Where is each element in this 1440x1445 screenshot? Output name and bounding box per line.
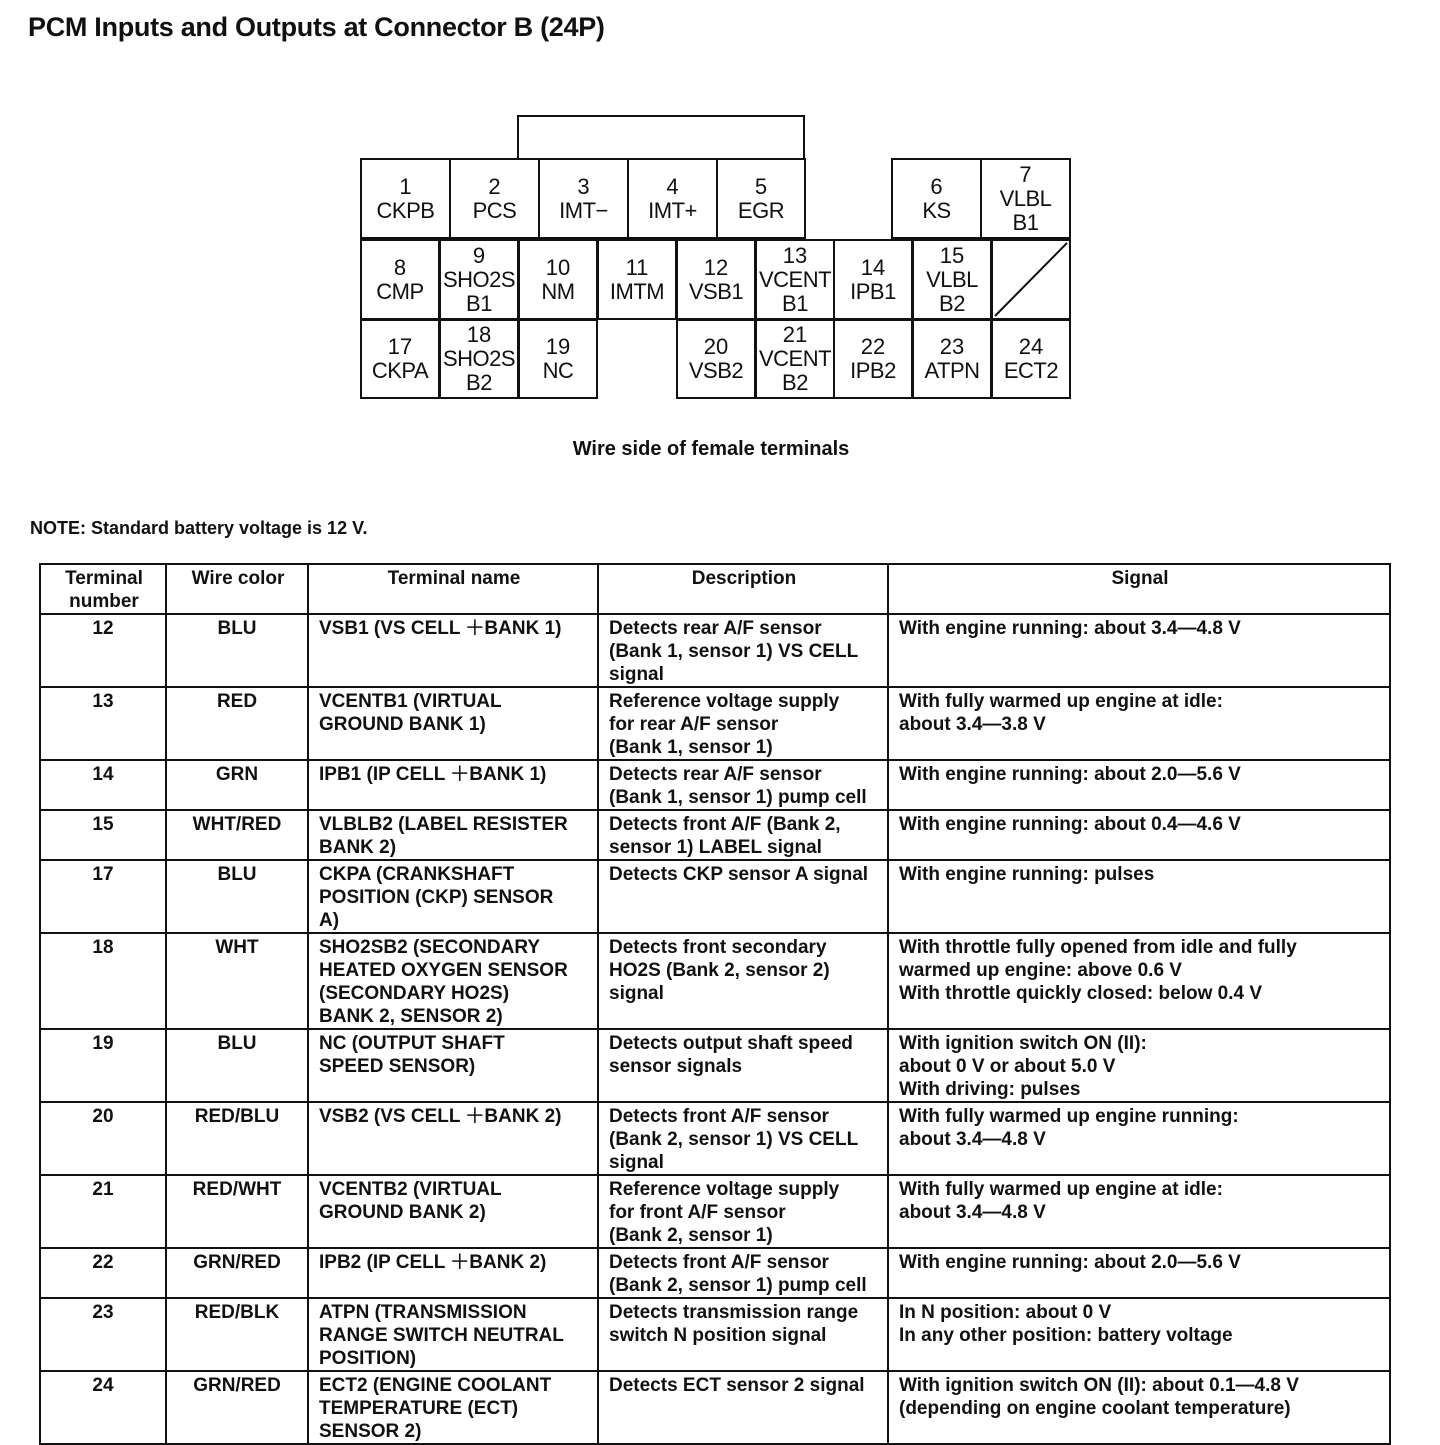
wire-color-cell: RED/WHT: [166, 1175, 308, 1248]
description-cell-line: (Bank 1, sensor 1) pump cell: [609, 787, 867, 808]
terminal-name-cell-line: VSB2 (VS CELL ＋BANK 2): [319, 1106, 562, 1127]
terminal-number: 24: [1018, 334, 1044, 359]
terminal-label: VCENT: [758, 266, 832, 292]
signal-cell-line: With engine running: about 2.0—5.6 V: [899, 1252, 1241, 1273]
terminal-number: 4: [666, 173, 679, 199]
terminal-cell-21: [755, 319, 835, 399]
terminal-name-cell-line: IPB2 (IP CELL ＋BANK 2): [319, 1252, 547, 1273]
signal-cell-line: With engine running: about 0.4—4.6 V: [899, 814, 1241, 835]
terminal-label: CKPB: [376, 197, 435, 223]
wire-color-cell: RED: [166, 687, 308, 760]
terminal-cell-1: [360, 158, 451, 239]
terminal-name-cell-line: ECT2 (ENGINE COOLANT: [319, 1375, 552, 1396]
table-row: [40, 1248, 1390, 1298]
terminal-label: ECT2: [1003, 358, 1059, 383]
terminal-number: 5: [754, 173, 768, 199]
terminal-cell-6: [891, 158, 982, 239]
signal-cell-line: about 0 V or about 5.0 V: [899, 1056, 1116, 1077]
description-cell-line: Detects ECT sensor 2 signal: [609, 1375, 865, 1396]
terminal-number: 15: [939, 242, 965, 268]
page-title: PCM Inputs and Outputs at Connector B (24P): [28, 12, 605, 42]
wire-color-cell: BLU: [166, 614, 308, 687]
terminal-label: B1: [1012, 209, 1039, 235]
terminal-name-cell-line: SHO2SB2 (SECONDARY: [319, 937, 541, 958]
description-cell-line: Reference voltage supply: [609, 1179, 840, 1200]
description-cell-line: Detects transmission range: [609, 1302, 859, 1323]
terminal-name-cell-line: NC (OUTPUT SHAFT: [319, 1033, 505, 1054]
description-cell-line: Detects rear A/F sensor: [609, 618, 822, 639]
terminal-label: B2: [466, 370, 492, 395]
terminal-cell-8: [360, 239, 440, 320]
signal-cell-line: With engine running: about 3.4—4.8 V: [899, 618, 1241, 639]
terminal-cell-4: [627, 158, 718, 239]
terminal-number-cell: 20: [40, 1102, 166, 1175]
description-cell-line: (Bank 2, sensor 1) pump cell: [609, 1275, 867, 1296]
terminal-label: B2: [939, 290, 965, 316]
signal-cell: [888, 1371, 1390, 1444]
terminal-name-cell: [308, 1248, 598, 1298]
terminal-label: SHO2S: [442, 266, 516, 292]
terminal-label: IMT+: [648, 197, 697, 223]
terminal-number: 7: [1019, 161, 1032, 187]
description-cell-line: (Bank 1, sensor 1) VS CELL: [609, 641, 859, 662]
header-text: Terminal: [65, 568, 143, 589]
terminal-name-cell: [308, 1175, 598, 1248]
terminal-label: IPB1: [850, 278, 896, 304]
description-cell-line: (Bank 2, sensor 1) VS CELL: [609, 1129, 859, 1150]
terminal-number: 1: [399, 173, 412, 199]
table-row: [40, 1175, 1390, 1248]
terminal-name-cell-line: SENSOR 2): [319, 1421, 422, 1442]
terminal-number: 21: [782, 322, 808, 347]
terminal-label: VLBL: [999, 185, 1052, 211]
header-terminal-number: [40, 564, 166, 614]
description-cell-line: for front A/F sensor: [609, 1202, 786, 1223]
description-cell-line: sensor 1) LABEL signal: [609, 837, 822, 858]
terminal-number: 3: [577, 173, 590, 199]
description-cell: [598, 1248, 888, 1298]
terminal-cell-20: [676, 319, 756, 399]
description-cell: [598, 810, 888, 860]
signal-cell-line: In any other position: battery voltage: [899, 1325, 1233, 1346]
description-cell-line: Detects front A/F sensor: [609, 1106, 829, 1127]
terminal-name-cell-line: POSITION (CKP) SENSOR: [319, 887, 554, 908]
terminal-name-cell: [308, 760, 598, 810]
terminal-name-cell-line: BANK 2, SENSOR 2): [319, 1006, 503, 1027]
terminal-number-cell: 13: [40, 687, 166, 760]
unused-cavity: [991, 239, 1071, 320]
terminal-name-cell: [308, 933, 598, 1029]
signal-cell: [888, 760, 1390, 810]
signal-cell-line: With throttle quickly closed: below 0.4 V: [899, 983, 1262, 1004]
signal-cell-line: With ignition switch ON (II): about 0.1—4.8 V: [899, 1375, 1299, 1396]
terminal-cell-18: [439, 319, 519, 399]
signal-cell: [888, 860, 1390, 933]
terminal-cell-24: [991, 319, 1071, 399]
signal-cell: [888, 1298, 1390, 1371]
table-row: [40, 860, 1390, 933]
terminal-number: 22: [860, 334, 886, 359]
table-header-row: [40, 564, 1390, 614]
terminal-label: NC: [542, 358, 574, 383]
header-signal: [888, 564, 1390, 614]
terminal-number: 20: [703, 334, 729, 359]
terminal-label: IPB2: [850, 358, 896, 383]
table-row: [40, 933, 1390, 1029]
terminal-name-cell: [308, 1102, 598, 1175]
terminal-name-cell: [308, 1371, 598, 1444]
terminal-label: B1: [466, 290, 492, 316]
wire-color-cell: WHT/RED: [166, 810, 308, 860]
terminal-number-cell: 17: [40, 860, 166, 933]
table-row: [40, 810, 1390, 860]
wire-color-cell: BLU: [166, 1029, 308, 1102]
description-cell: [598, 1175, 888, 1248]
terminal-cell-7: [980, 158, 1071, 239]
terminal-name-cell-line: BANK 2): [319, 837, 397, 858]
terminal-label: CMP: [376, 278, 424, 304]
header-text: Description: [691, 568, 797, 589]
wire-color-cell: GRN/RED: [166, 1371, 308, 1444]
terminal-label: ATPN: [924, 358, 980, 383]
terminal-number: 12: [703, 254, 729, 280]
header-text: Signal: [1111, 568, 1169, 589]
terminal-name-cell-line: GROUND BANK 2): [319, 1202, 486, 1223]
signal-cell-line: (depending on engine coolant temperature): [899, 1398, 1291, 1419]
signal-cell: [888, 614, 1390, 687]
description-cell-line: HO2S (Bank 2, sensor 2): [609, 960, 830, 981]
terminal-number: 11: [625, 254, 649, 280]
wire-color-cell: GRN: [166, 760, 308, 810]
terminal-name-cell-line: VCENTB1 (VIRTUAL: [319, 691, 502, 712]
terminal-number-cell: 22: [40, 1248, 166, 1298]
description-cell: [598, 1102, 888, 1175]
terminal-number-cell: 18: [40, 933, 166, 1029]
terminal-cell-2: [449, 158, 540, 239]
terminal-number-cell: 23: [40, 1298, 166, 1371]
terminal-cell-17: [360, 319, 440, 399]
terminal-name-cell: [308, 614, 598, 687]
battery-note: NOTE: Standard battery voltage is 12 V.: [30, 518, 368, 538]
terminal-name-cell-line: IPB1 (IP CELL ＋BANK 1): [319, 764, 547, 785]
terminal-label: VLBL: [926, 266, 978, 292]
terminal-cell-12: [676, 239, 756, 320]
description-cell-line: signal: [609, 1152, 664, 1173]
connector-caption: Wire side of female terminals: [572, 438, 850, 460]
wire-color-cell: RED/BLK: [166, 1298, 308, 1371]
terminal-cell-3: [538, 158, 629, 239]
terminal-cell-5: [716, 158, 806, 239]
description-cell: [598, 1298, 888, 1371]
terminal-name-cell: [308, 860, 598, 933]
terminal-cell-11: [597, 239, 677, 320]
terminal-name-cell: [308, 1029, 598, 1102]
signal-cell-line: warmed up engine: above 0.6 V: [899, 960, 1182, 981]
terminal-name-cell-line: ATPN (TRANSMISSION: [319, 1302, 527, 1323]
terminal-label: B1: [782, 290, 808, 316]
description-cell-line: Detects rear A/F sensor: [609, 764, 822, 785]
terminal-number-cell: 15: [40, 810, 166, 860]
wire-color-cell: WHT: [166, 933, 308, 1029]
description-cell-line: (Bank 2, sensor 1): [609, 1225, 773, 1246]
description-cell: [598, 760, 888, 810]
description-cell-line: (Bank 1, sensor 1): [609, 737, 773, 758]
terminal-cell-10: [518, 239, 598, 320]
connector-latch: [517, 115, 805, 160]
description-cell-line: Detects front A/F (Bank 2,: [609, 814, 841, 835]
terminal-name-cell-line: VCENTB2 (VIRTUAL: [319, 1179, 502, 1200]
terminal-name-cell-line: VSB1 (VS CELL ＋BANK 1): [319, 618, 562, 639]
description-cell-line: Detects front A/F sensor: [609, 1252, 829, 1273]
description-cell: [598, 860, 888, 933]
terminal-label: VCENT: [758, 346, 832, 371]
terminal-cell-9: [439, 239, 519, 320]
terminal-label: KS: [922, 197, 951, 223]
signal-cell: [888, 933, 1390, 1029]
terminal-cell-14: [833, 239, 913, 320]
terminal-name-cell-line: (SECONDARY HO2S): [319, 983, 510, 1004]
table-row: [40, 614, 1390, 687]
terminal-label: IMT−: [559, 197, 608, 223]
terminal-number-cell: 21: [40, 1175, 166, 1248]
table-row: [40, 1029, 1390, 1102]
description-cell-line: Detects CKP sensor A signal: [609, 864, 869, 885]
unused-cavity-slash: [993, 241, 1069, 318]
terminal-label: VSB2: [688, 358, 744, 383]
header-text: Terminal name: [387, 568, 521, 589]
terminal-name-cell-line: RANGE SWITCH NEUTRAL: [319, 1325, 564, 1346]
terminal-label: CKPA: [371, 358, 429, 383]
description-cell: [598, 933, 888, 1029]
signal-cell: [888, 1175, 1390, 1248]
header-description: [598, 564, 888, 614]
terminal-number: 13: [782, 242, 808, 268]
terminal-number: 8: [393, 254, 407, 280]
description-cell-line: Detects output shaft speed: [609, 1033, 853, 1054]
table-row: [40, 760, 1390, 810]
signal-cell-line: With fully warmed up engine running:: [899, 1106, 1239, 1127]
description-cell-line: signal: [609, 664, 664, 685]
terminal-name-cell-line: CKPA (CRANKSHAFT: [319, 864, 515, 885]
signal-cell-line: about 3.4—4.8 V: [899, 1202, 1046, 1223]
terminal-name-cell: [308, 687, 598, 760]
description-cell-line: sensor signals: [609, 1056, 743, 1077]
description-cell-line: signal: [609, 983, 664, 1004]
terminal-name-cell-line: GROUND BANK 1): [319, 714, 486, 735]
terminal-label: VSB1: [688, 278, 744, 304]
terminal-number-cell: 12: [40, 614, 166, 687]
signal-cell-line: With engine running: about 2.0—5.6 V: [899, 764, 1241, 785]
table-row: [40, 687, 1390, 760]
terminal-cell-13: [755, 239, 835, 320]
terminal-label: EGR: [737, 197, 785, 223]
terminal-name-cell-line: POSITION): [319, 1348, 417, 1369]
terminal-name-cell: [308, 810, 598, 860]
header-text: Wire color: [191, 568, 285, 589]
terminal-name-cell-line: SPEED SENSOR): [319, 1056, 476, 1077]
signal-cell-line: With ignition switch ON (II):: [899, 1033, 1147, 1054]
signal-cell-line: With driving: pulses: [899, 1079, 1081, 1100]
terminal-label: PCS: [472, 197, 517, 223]
description-cell-line: for rear A/F sensor: [609, 714, 779, 735]
terminal-label: SHO2S: [442, 346, 516, 371]
terminal-number: 10: [545, 254, 571, 280]
signal-cell-line: With engine running: pulses: [899, 864, 1155, 885]
table-row: [40, 1298, 1390, 1371]
terminal-name-cell-line: VLBLB2 (LABEL RESISTER: [319, 814, 568, 835]
terminal-name-cell-line: A): [319, 910, 340, 931]
terminal-number-cell: 14: [40, 760, 166, 810]
header-text: number: [69, 591, 139, 612]
signal-cell-line: about 3.4—4.8 V: [899, 1129, 1046, 1150]
description-cell-line: switch N position signal: [609, 1325, 827, 1346]
terminal-number-cell: 19: [40, 1029, 166, 1102]
terminal-cell-23: [912, 319, 992, 399]
terminal-number: 18: [466, 322, 492, 347]
terminal-label: B2: [782, 370, 808, 395]
terminal-name-cell: [308, 1298, 598, 1371]
terminal-cell-22: [833, 319, 913, 399]
table-row: [40, 1371, 1390, 1444]
terminal-name-cell-line: HEATED OXYGEN SENSOR: [319, 960, 568, 981]
signal-cell: [888, 687, 1390, 760]
signal-cell-line: With throttle fully opened from idle and fully: [899, 937, 1297, 958]
header-wire-color: [166, 564, 308, 614]
terminal-number: 6: [930, 173, 943, 199]
terminal-cell-19: [518, 319, 598, 399]
terminal-label: IMTM: [609, 278, 665, 304]
description-cell: [598, 687, 888, 760]
terminal-number: 23: [939, 334, 965, 359]
wire-color-cell: GRN/RED: [166, 1248, 308, 1298]
terminal-number: 17: [387, 334, 413, 359]
table-row: [40, 1102, 1390, 1175]
terminal-number: 2: [488, 173, 501, 199]
wire-color-cell: RED/BLU: [166, 1102, 308, 1175]
terminal-number: 19: [545, 334, 571, 359]
terminal-number-cell: 24: [40, 1371, 166, 1444]
terminal-cell-15: [912, 239, 992, 320]
signal-cell-line: about 3.4—3.8 V: [899, 714, 1046, 735]
terminal-name-cell-line: TEMPERATURE (ECT): [319, 1398, 519, 1419]
header-terminal-name: [308, 564, 598, 614]
signal-cell-line: With fully warmed up engine at idle:: [899, 1179, 1223, 1200]
terminal-label: NM: [541, 278, 575, 304]
description-cell-line: Detects front secondary: [609, 937, 827, 958]
signal-cell: [888, 1248, 1390, 1298]
terminal-table: [39, 563, 1391, 1445]
terminal-number: 14: [860, 254, 886, 280]
description-cell: [598, 1029, 888, 1102]
terminal-number: 9: [472, 242, 486, 268]
signal-cell-line: In N position: about 0 V: [899, 1302, 1112, 1323]
signal-cell: [888, 1102, 1390, 1175]
description-cell: [598, 614, 888, 687]
description-cell: [598, 1371, 888, 1444]
signal-cell-line: With fully warmed up engine at idle:: [899, 691, 1223, 712]
signal-cell: [888, 1029, 1390, 1102]
wire-color-cell: BLU: [166, 860, 308, 933]
signal-cell: [888, 810, 1390, 860]
description-cell-line: Reference voltage supply: [609, 691, 840, 712]
